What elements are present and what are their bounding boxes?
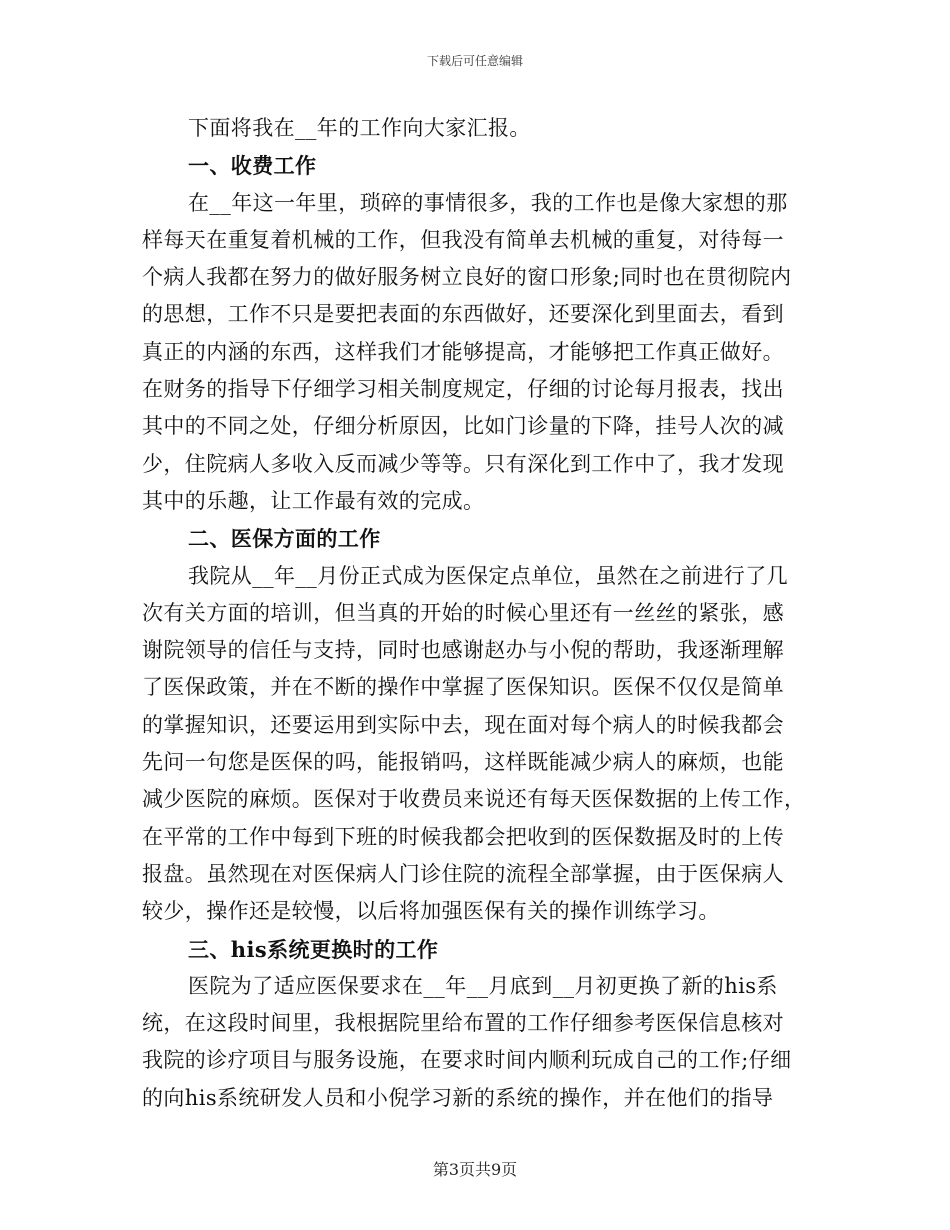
text-line: 谢院领导的信任与支持，同时也感谢赵办与小倪的帮助，我逐渐理解 bbox=[142, 638, 784, 663]
text-line: 的掌握知识，还要运用到实际中去，现在面对每个病人的时候我都会 bbox=[142, 712, 784, 737]
text-line: 统，在这段时间里，我根据院里给布置的工作仔细参考医保信息核对 bbox=[142, 1011, 784, 1036]
text-line: 在财务的指导下仔细学习相关制度规定，仔细的讨论每月报表，找出 bbox=[142, 377, 784, 402]
text-line: 在平常的工作中每到下班的时候我都会把收到的医保数据及时的上传 bbox=[142, 824, 784, 849]
document-body bbox=[142, 110, 808, 1117]
page-footer: 第3页共9页 bbox=[432, 1160, 518, 1179]
text-line: 真正的内涵的东西，这样我们才能够提高，才能够把工作真正做好。 bbox=[142, 339, 784, 364]
text-line: 先问一句您是医保的吗，能报销吗，这样既能减少病人的麻烦，也能 bbox=[142, 750, 784, 775]
page-header: 下载后可任意编辑 bbox=[426, 54, 523, 68]
text-line: 下面将我在__年的工作向大家汇报。 bbox=[188, 116, 531, 140]
text-line: 较少，操作还是较慢，以后将加强医保有关的操作训练学习。 bbox=[142, 899, 720, 924]
text-line: 报盘。虽然现在对医保病人门诊住院的流程全部掌握，由于医保病人 bbox=[142, 861, 784, 886]
text-line: 我院从__年__月份正式成为医保定点单位，虽然在之前进行了几 bbox=[188, 563, 788, 588]
text-line: 其中的乐趣，让工作最有效的完成。 bbox=[142, 488, 485, 513]
text-line: 我院的诊疗项目与服务设施，在要求时间内顺利玩成自己的工作;仔细 bbox=[142, 1048, 792, 1073]
text-line: 的向his系统研发人员和小倪学习新的系统的操作，并在他们的指导 bbox=[142, 1085, 774, 1110]
text-line: 减少医院的麻烦。医保对于收费员来说还有每天医保数据的上传工作， bbox=[142, 787, 806, 812]
section-heading: 一、收费工作 bbox=[188, 153, 317, 179]
text-line: 了医保政策，并在不断的操作中掌握了医保知识。医保不仅仅是简单 bbox=[142, 675, 784, 700]
text-line: 在__年这一年里，琐碎的事情很多，我的工作也是像大家想的那 bbox=[188, 190, 788, 215]
text-line: 其中的不同之处，仔细分析原因，比如门诊量的下降，挂号人次的减 bbox=[142, 414, 784, 439]
text-line: 医院为了适应医保要求在__年__月底到__月初更换了新的his系 bbox=[188, 973, 778, 998]
text-line: 的思想，工作不只是要把表面的东西做好，还要深化到里面去，看到 bbox=[142, 302, 784, 327]
section-heading: 二、医保方面的工作 bbox=[188, 526, 381, 552]
text-line: 少，住院病人多收入反而减少等等。只有深化到工作中了，我才发现 bbox=[142, 451, 784, 476]
text-line: 次有关方面的培训，但当真的开始的时候心里还有一丝丝的紧张，感 bbox=[142, 600, 784, 625]
text-line: 样每天在重复着机械的工作，但我没有简单去机械的重复，对待每一 bbox=[142, 227, 784, 252]
text-line: 个病人我都在努力的做好服务树立良好的窗口形象;同时也在贯彻院内 bbox=[142, 265, 792, 290]
section-heading: 三、his系统更换时的工作 bbox=[188, 936, 439, 962]
